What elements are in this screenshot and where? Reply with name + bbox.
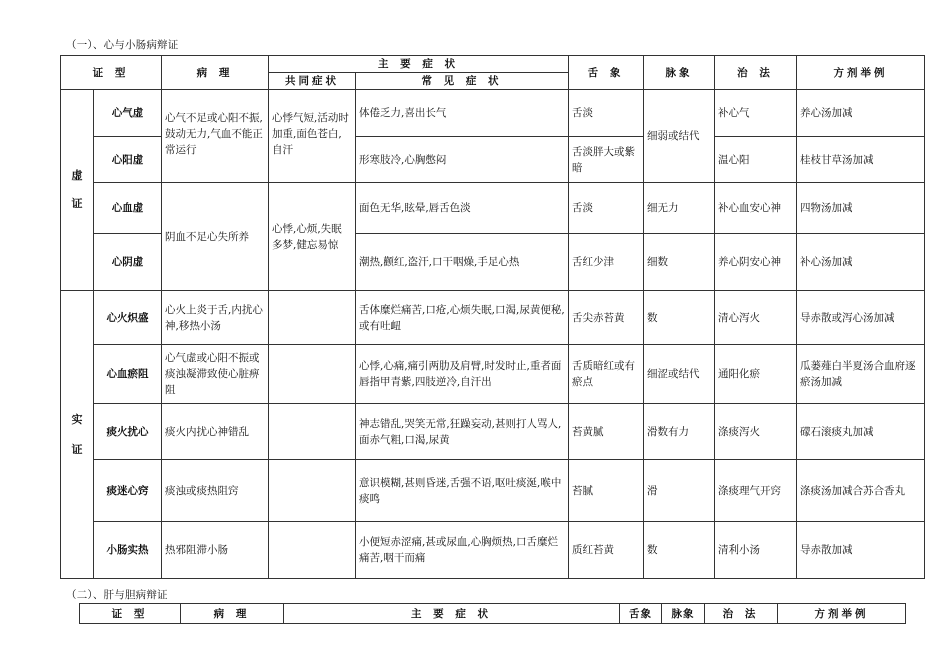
formula-cell: 涤痰汤加减合苏合香丸: [797, 460, 925, 522]
common-symptoms-cell: [269, 522, 356, 579]
usual-symptoms-cell: 面色无华,眩晕,唇舌色淡: [356, 183, 569, 234]
header-pathology: 病 理: [162, 56, 269, 90]
header-pulse: 脉象: [644, 56, 715, 90]
liver-gallbladder-table: [79, 603, 906, 624]
row-name: 心阴虚: [94, 234, 162, 291]
common-symptoms-cell: [269, 291, 356, 345]
group-deficiency-label: 虚证: [71, 168, 83, 210]
row-name: 痰火扰心: [94, 404, 162, 460]
tongue-cell: 舌尖赤苔黄: [569, 291, 644, 345]
header-pathology: 病 理: [181, 604, 284, 624]
header-common: 共同症状: [269, 73, 356, 90]
pathology-cell: 心气虚或心阳不振或痰浊凝滞致使心脏痹阻: [162, 345, 269, 404]
usual-symptoms-cell: 形寒肢冷,心胸憋闷: [356, 137, 569, 183]
pulse-cell: 滑: [644, 460, 715, 522]
header-formula: 方剂举例: [778, 604, 906, 624]
tongue-cell: 苔黄腻: [569, 404, 644, 460]
pulse-cell: 数: [644, 291, 715, 345]
header-pulse: 脉象: [662, 604, 705, 624]
formula-cell: 礞石滚痰丸加减: [797, 404, 925, 460]
tongue-cell: 舌质暗红或有瘀点: [569, 345, 644, 404]
therapy-cell: 温心阳: [715, 137, 797, 183]
group-excess: [61, 291, 94, 579]
header-usual: 常 见 症 状: [356, 73, 569, 90]
therapy-cell: 涤痰理气开窍: [715, 460, 797, 522]
formula-cell: 导赤散加减: [797, 522, 925, 579]
tongue-cell: 舌淡胖大或紫暗: [569, 137, 644, 183]
row-name: 心阳虚: [94, 137, 162, 183]
usual-symptoms-cell: 舌体糜烂痛苦,口疮,心烦失眠,口渴,尿黄便秘,或有吐衄: [356, 291, 569, 345]
section2-title: （二）、肝与胆病辩证: [66, 589, 168, 601]
pulse-cell: 细无力: [644, 183, 715, 234]
header-symptoms: 主 要 症 状: [284, 604, 620, 624]
formula-cell: 四物汤加减: [797, 183, 925, 234]
row-name: 心气虚: [94, 90, 162, 137]
therapy-cell: 补心气: [715, 90, 797, 137]
header-type: 证 型: [61, 56, 162, 90]
formula-cell: 导赤散或泻心汤加减: [797, 291, 925, 345]
pathology-cell: 心火上炎于舌,内扰心神,移热小汤: [162, 291, 269, 345]
common-symptoms-cell: [269, 404, 356, 460]
usual-symptoms-cell: 神志错乱,哭笑无常,狂躁妄动,甚则打人骂人,面赤气粗,口渴,尿黄: [356, 404, 569, 460]
common-symptoms-cell: 心悸,心烦,失眠多梦,健忘易惊: [269, 183, 356, 291]
group-excess-label: 实证: [71, 412, 83, 456]
usual-symptoms-cell: 意识模糊,甚则昏迷,舌强不语,呕吐痰涎,喉中痰鸣: [356, 460, 569, 522]
usual-symptoms-cell: 心悸,心痛,痛引两肋及肩臂,时发时止,重者面唇指甲青紫,四肢逆冷,自汗出: [356, 345, 569, 404]
pathology-cell: 热邪阻滞小肠: [162, 522, 269, 579]
therapy-cell: 补心血安心神: [715, 183, 797, 234]
pulse-cell: 细弱或结代: [644, 90, 715, 183]
section1-title: （一）、心与小肠病辩证: [66, 39, 179, 51]
header-tongue: 舌象: [620, 604, 662, 624]
usual-symptoms-cell: 小便短赤涩痛,甚或尿血,心胸烦热,口舌糜烂痛苦,咽干而痛: [356, 522, 569, 579]
row-name: 痰迷心窍: [94, 460, 162, 522]
row-name: 心血虚: [94, 183, 162, 234]
header-symptoms: 主 要 症 状: [269, 56, 569, 73]
therapy-cell: 涤痰泻火: [715, 404, 797, 460]
tongue-cell: 舌淡: [569, 90, 644, 137]
heart-small-intestine-table: [60, 55, 925, 579]
formula-cell: 养心汤加减: [797, 90, 925, 137]
formula-cell: 桂枝甘草汤加减: [797, 137, 925, 183]
pathology-cell: 痰浊或痰热阻窍: [162, 460, 269, 522]
therapy-cell: 养心阴安心神: [715, 234, 797, 291]
pulse-cell: 滑数有力: [644, 404, 715, 460]
pulse-cell: 数: [644, 522, 715, 579]
common-symptoms-cell: [269, 345, 356, 404]
pathology-cell: 痰火内扰心神错乱: [162, 404, 269, 460]
therapy-cell: 清利小汤: [715, 522, 797, 579]
usual-symptoms-cell: 体倦乏力,喜出长气: [356, 90, 569, 137]
common-symptoms-cell: [269, 460, 356, 522]
tongue-cell: 质红苔黄: [569, 522, 644, 579]
therapy-cell: 通阳化瘀: [715, 345, 797, 404]
common-symptoms-cell: 心悸气短,活动时加重,面色苍白,自汗: [269, 90, 356, 183]
row-name: 心血瘀阻: [94, 345, 162, 404]
pathology-cell: 心气不足或心阳不振,鼓动无力,气血不能正常运行: [162, 90, 269, 183]
pathology-cell: 阴血不足心失所养: [162, 183, 269, 291]
formula-cell: 补心汤加减: [797, 234, 925, 291]
usual-symptoms-cell: 潮热,颧红,盗汗,口干咽燥,手足心热: [356, 234, 569, 291]
group-deficiency: [61, 90, 94, 291]
header-formula: 方剂举例: [797, 56, 925, 90]
tongue-cell: 舌淡: [569, 183, 644, 234]
tongue-cell: 舌红少津: [569, 234, 644, 291]
header-therapy: 治 法: [705, 604, 778, 624]
header-therapy: 治 法: [715, 56, 797, 90]
pulse-cell: 细涩或结代: [644, 345, 715, 404]
row-name: 心火炽盛: [94, 291, 162, 345]
header-tongue: 舌 象: [569, 56, 644, 90]
therapy-cell: 清心泻火: [715, 291, 797, 345]
pulse-cell: 细数: [644, 234, 715, 291]
formula-cell: 瓜蒌薤白半夏汤合血府逐瘀汤加减: [797, 345, 925, 404]
header-type: 证 型: [80, 604, 181, 624]
row-name: 小肠实热: [94, 522, 162, 579]
tongue-cell: 苔腻: [569, 460, 644, 522]
